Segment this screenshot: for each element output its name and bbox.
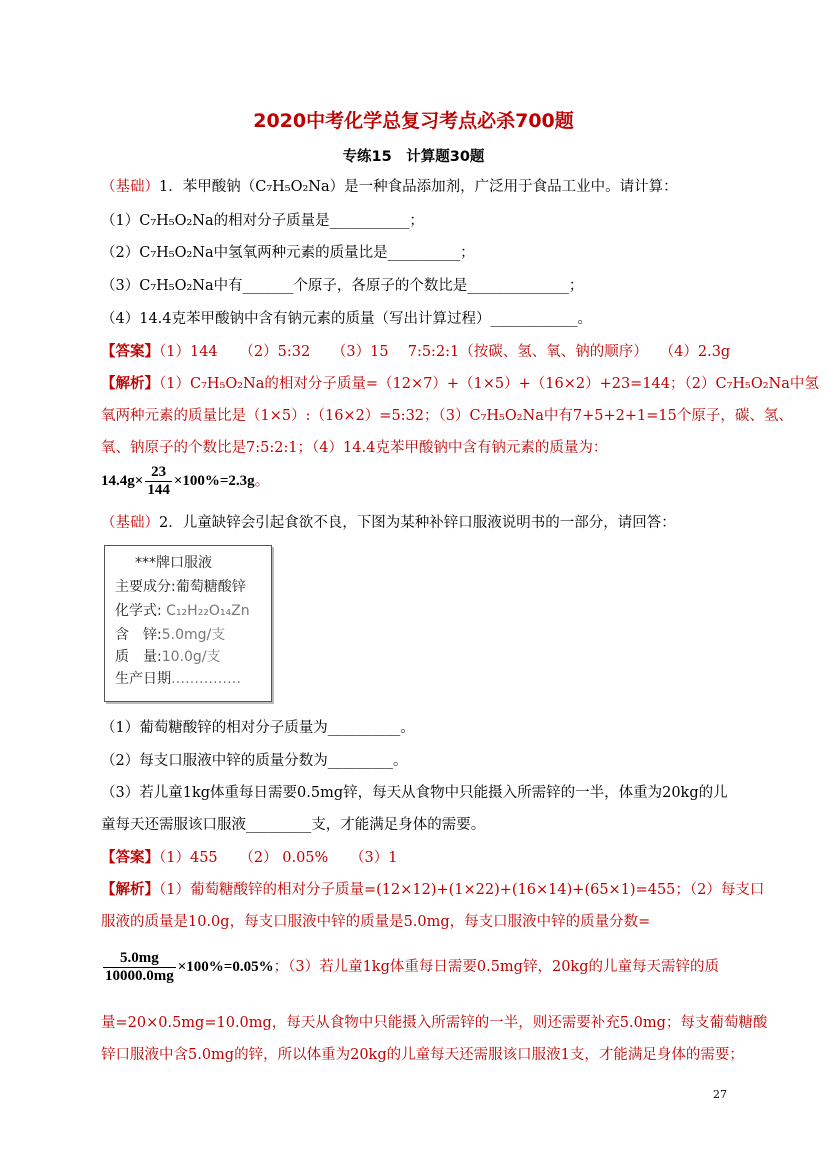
q2-analysis-after-formula: ；（3）若儿童1kg体重每日需要0.5mg锌，20kg的儿童每天需锌的质 — [273, 958, 719, 975]
label-date-key: 生产日期 — [115, 671, 171, 687]
label-ingredient-value: 葡萄糖酸锌 — [175, 579, 246, 595]
analysis-tag: 【解析】 — [101, 375, 159, 392]
label-mass — [115, 646, 221, 666]
q2-analysis-3: 量=20×0.5mg=10.0mg，每天从食物中只能摄入所需锌的一半，则还需要补充5.0mg；每支葡萄糖酸 — [101, 1015, 768, 1031]
q2-part2: （2）每支口服液中锌的质量分数为_________。 — [101, 753, 408, 769]
q2-answer-line — [101, 848, 398, 868]
label-mass-value: 10.0g/支 — [161, 649, 221, 665]
q1-basic-tag: （基础） — [101, 179, 159, 195]
q2-analysis-4: 锌口服液中含5.0mg的锌，所以体重为20kg的儿童每天还需服该口服液1支，才能满足身体的需要； — [101, 1047, 744, 1063]
answer-tag: 【答案】 — [101, 849, 159, 866]
label-brand: ***牌口服液 — [135, 555, 212, 571]
q2-part3-line2: 童每天还需服该口服液_________支，才能满足身体的需要。 — [101, 817, 486, 833]
q1-fraction-denominator: 144 — [147, 482, 170, 498]
label-date-value: …………… — [171, 671, 241, 687]
q2-fraction-denominator: 10000.0mg — [105, 968, 174, 984]
label-date — [115, 668, 241, 688]
q1-formula — [101, 464, 270, 499]
label-ingredient-key: 主要成分: — [115, 579, 176, 595]
q1-formula-end: 。 — [254, 472, 270, 489]
q1-answer-line — [101, 342, 730, 362]
q2-analysis-2: 服液的质量是10.0g，每支口服液中锌的质量是5.0mg，每支口服液中锌的质量分数= — [101, 914, 651, 930]
analysis-tag: 【解析】 — [101, 881, 159, 898]
label-formula — [115, 600, 250, 620]
q2-stem-line — [101, 513, 676, 533]
answer-tag: 【答案】 — [101, 343, 159, 360]
q1-fraction-numerator: 23 — [145, 464, 172, 482]
q1-part3: （3）C₇H₅O₂Na中有_______个原子，各原子的个数比是______________； — [101, 278, 584, 294]
q1-stem: 1．苯甲酸钠（C₇H₅O₂Na）是一种食品添加剂，广泛用于食品工业中。请计算： — [159, 179, 678, 195]
q2-basic-tag: （基础） — [101, 515, 159, 531]
page-title: 2020中考化学总复习考点必杀700题 — [253, 110, 574, 132]
section-subtitle: 专练15 计算题30题 — [342, 149, 485, 165]
medicine-label-figure — [104, 545, 272, 702]
label-zinc — [115, 624, 225, 644]
label-zinc-value: 5.0mg/支 — [161, 627, 226, 643]
q2-analysis-1: （1）葡萄糖酸锌的相对分子质量=(12×12)+(1×22)+(16×14)+(65×1)=455；（2）每支口 — [159, 882, 765, 898]
q1-analysis-1: （1）C₇H₅O₂Na的相对分子质量=（12×7）+（1×5）+（16×2）+23=144；（2）C₇H₅O₂Na中氢 — [159, 376, 819, 392]
q2-analysis-line1 — [101, 880, 764, 900]
q1-formula-pre: 14.4g× — [101, 472, 144, 489]
q1-part4: （4）14.4克苯甲酸钠中含有钠元素的质量（写出计算过程）____________。 — [101, 311, 593, 327]
label-ingredient — [115, 576, 246, 596]
q2-stem: 2．儿童缺锌会引起食欲不良，下图为某种补锌口服液说明书的一部分，请回答： — [159, 515, 676, 531]
q1-fraction — [145, 464, 172, 499]
label-zinc-key: 含 锌: — [115, 627, 162, 643]
q1-part1: （1）C₇H₅O₂Na的相对分子质量是___________； — [101, 213, 424, 229]
q1-part2: （2）C₇H₅O₂Na中氢氧两种元素的质量比是__________； — [101, 245, 475, 261]
q2-part3-line1: （3）若儿童1kg体重每日需要0.5mg锌，每天从食物中只能摄入所需锌的一半，体重为20kg的儿 — [101, 785, 728, 801]
q1-analysis-2: 氧两种元素的质量比是（1×5）:（16×2）=5:32；（3）C₇H₅O₂Na中有7+5+2+1=15个原子，碳、氢、 — [101, 408, 793, 424]
q2-formula — [101, 950, 719, 985]
q1-analysis-line1 — [101, 374, 819, 394]
q2-part1: （1）葡萄糖酸锌的相对分子质量为__________。 — [101, 720, 415, 736]
label-formula-value: C₁₂H₂₂O₁₄Zn — [166, 603, 250, 619]
page-number: 27 — [713, 1088, 727, 1101]
q1-formula-post: ×100%=2.3g — [173, 472, 255, 489]
label-formula-key: 化学式: — [115, 603, 162, 619]
label-mass-key: 质 量: — [115, 649, 162, 665]
q1-analysis-3: 氧、钠原子的个数比是7:5:2:1；（4）14.4克苯甲酸钠中含有钠元素的质量为： — [101, 440, 608, 456]
q2-fraction-numerator: 5.0mg — [103, 950, 176, 968]
q2-answer: （1）455 （2） 0.05% （3）1 — [159, 850, 398, 866]
q1-answer: （1）144 （2）5:32 （3）15 7:5:2:1（按碳、氢、氧、钠的顺序） （4）2.3g — [159, 344, 731, 360]
q2-fraction — [103, 950, 176, 985]
q2-formula-post: ×100%=0.05% — [177, 958, 274, 975]
q1-stem-line — [101, 177, 678, 197]
